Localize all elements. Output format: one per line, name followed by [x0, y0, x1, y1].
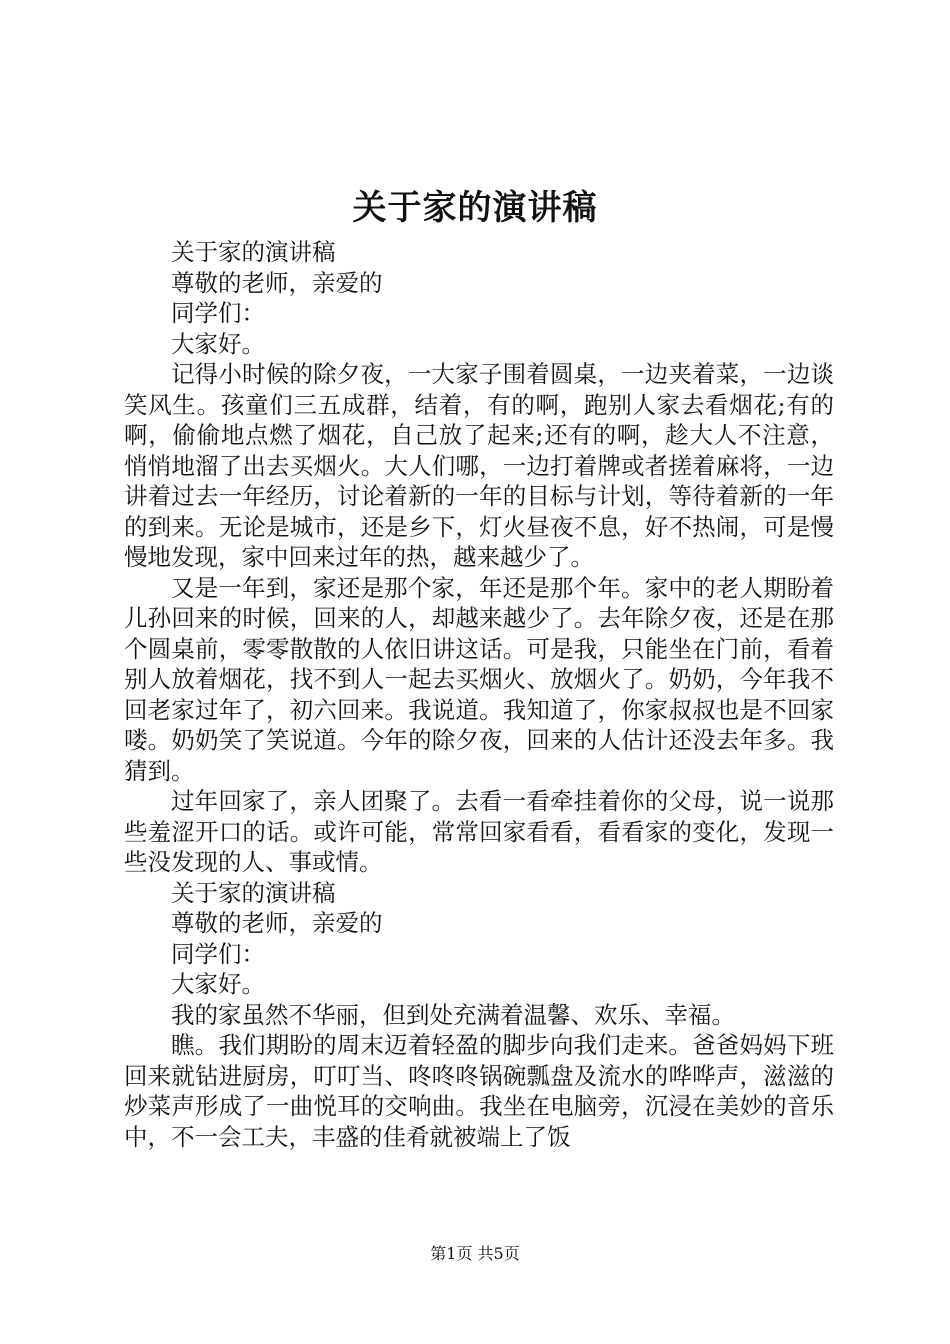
paragraph: 我的家虽然不华丽，但到处充满着温馨、欢乐、幸福。: [171, 1000, 735, 1029]
paragraph: 记得小时候的除夕夜，一大家子围着圆桌，一边夹着菜，一边谈笑风生。孩童们三五成群，结着，有的啊，跑别人家去看烟花;有的啊，偷偷地点燃了烟花，自己放了起来;还有的啊，趁大人不注意，悄悄地溜了出去买烟火。大人们哪，一边打着牌或者搓着麻将，一边讲着过去一年经历，讨论着新的一年的目标与计划，等待着新的一年的到来。无论是城市，还是乡下，灯火昼夜不息，好不热闹，可是慢慢地发现，家中回来过年的热，越来越少了。: [124, 360, 834, 571]
paragraph: 瞧。我们期盼的周末迈着轻盈的脚步向我们走来。爸爸妈妈下班回来就钻进厨房，叮叮当、咚咚咚锅碗瓢盘及流水的哗哗声，滋滋的炒菜声形成了一曲悦耳的交响曲。我坐在电脑旁，沉浸在美妙的音乐中，不一会工夫，丰盛的佳肴就被端上了饭: [124, 1031, 834, 1151]
paragraph: 过年回家了，亲人团聚了。去看一看牵挂着你的父母，说一说那些羞涩开口的话。或许可能，常常回家看看，看看家的变化，发现一些没发现的人、事或情。: [124, 787, 834, 876]
paragraph: 关于家的演讲稿: [171, 238, 336, 266]
paragraph: 尊敬的老师，亲爱的: [171, 268, 383, 297]
paragraph: 同学们：: [171, 939, 265, 968]
document-title: 关于家的演讲稿: [352, 188, 598, 228]
paragraph: 尊敬的老师，亲爱的: [171, 909, 383, 937]
paragraph: 又是一年到，家还是那个家，年还是那个年。家中的老人期盼着儿孙回来的时候，回来的人，却越来越少了。去年除夕夜，还是在那个圆桌前，零零散散的人依旧讲这话。可是我，只能坐在门前，看着别人放着烟花，找不到人一起去买烟火、放烟火了。奶奶，今年我不回老家过年了，初六回来。我说道。我知道了，你家叔叔也是不回家喽。奶奶笑了笑说道。今年的除夕夜，回来的人估计还没去年多。我猜到。: [124, 573, 834, 785]
page-number-footer: 第1页 共5页: [430, 1244, 520, 1263]
paragraph: 大家好。: [171, 329, 265, 358]
paragraph: 大家好。: [171, 970, 265, 998]
paragraph: 关于家的演讲稿: [171, 878, 336, 907]
document-body: [124, 237, 834, 1152]
paragraph: 同学们：: [171, 299, 265, 327]
